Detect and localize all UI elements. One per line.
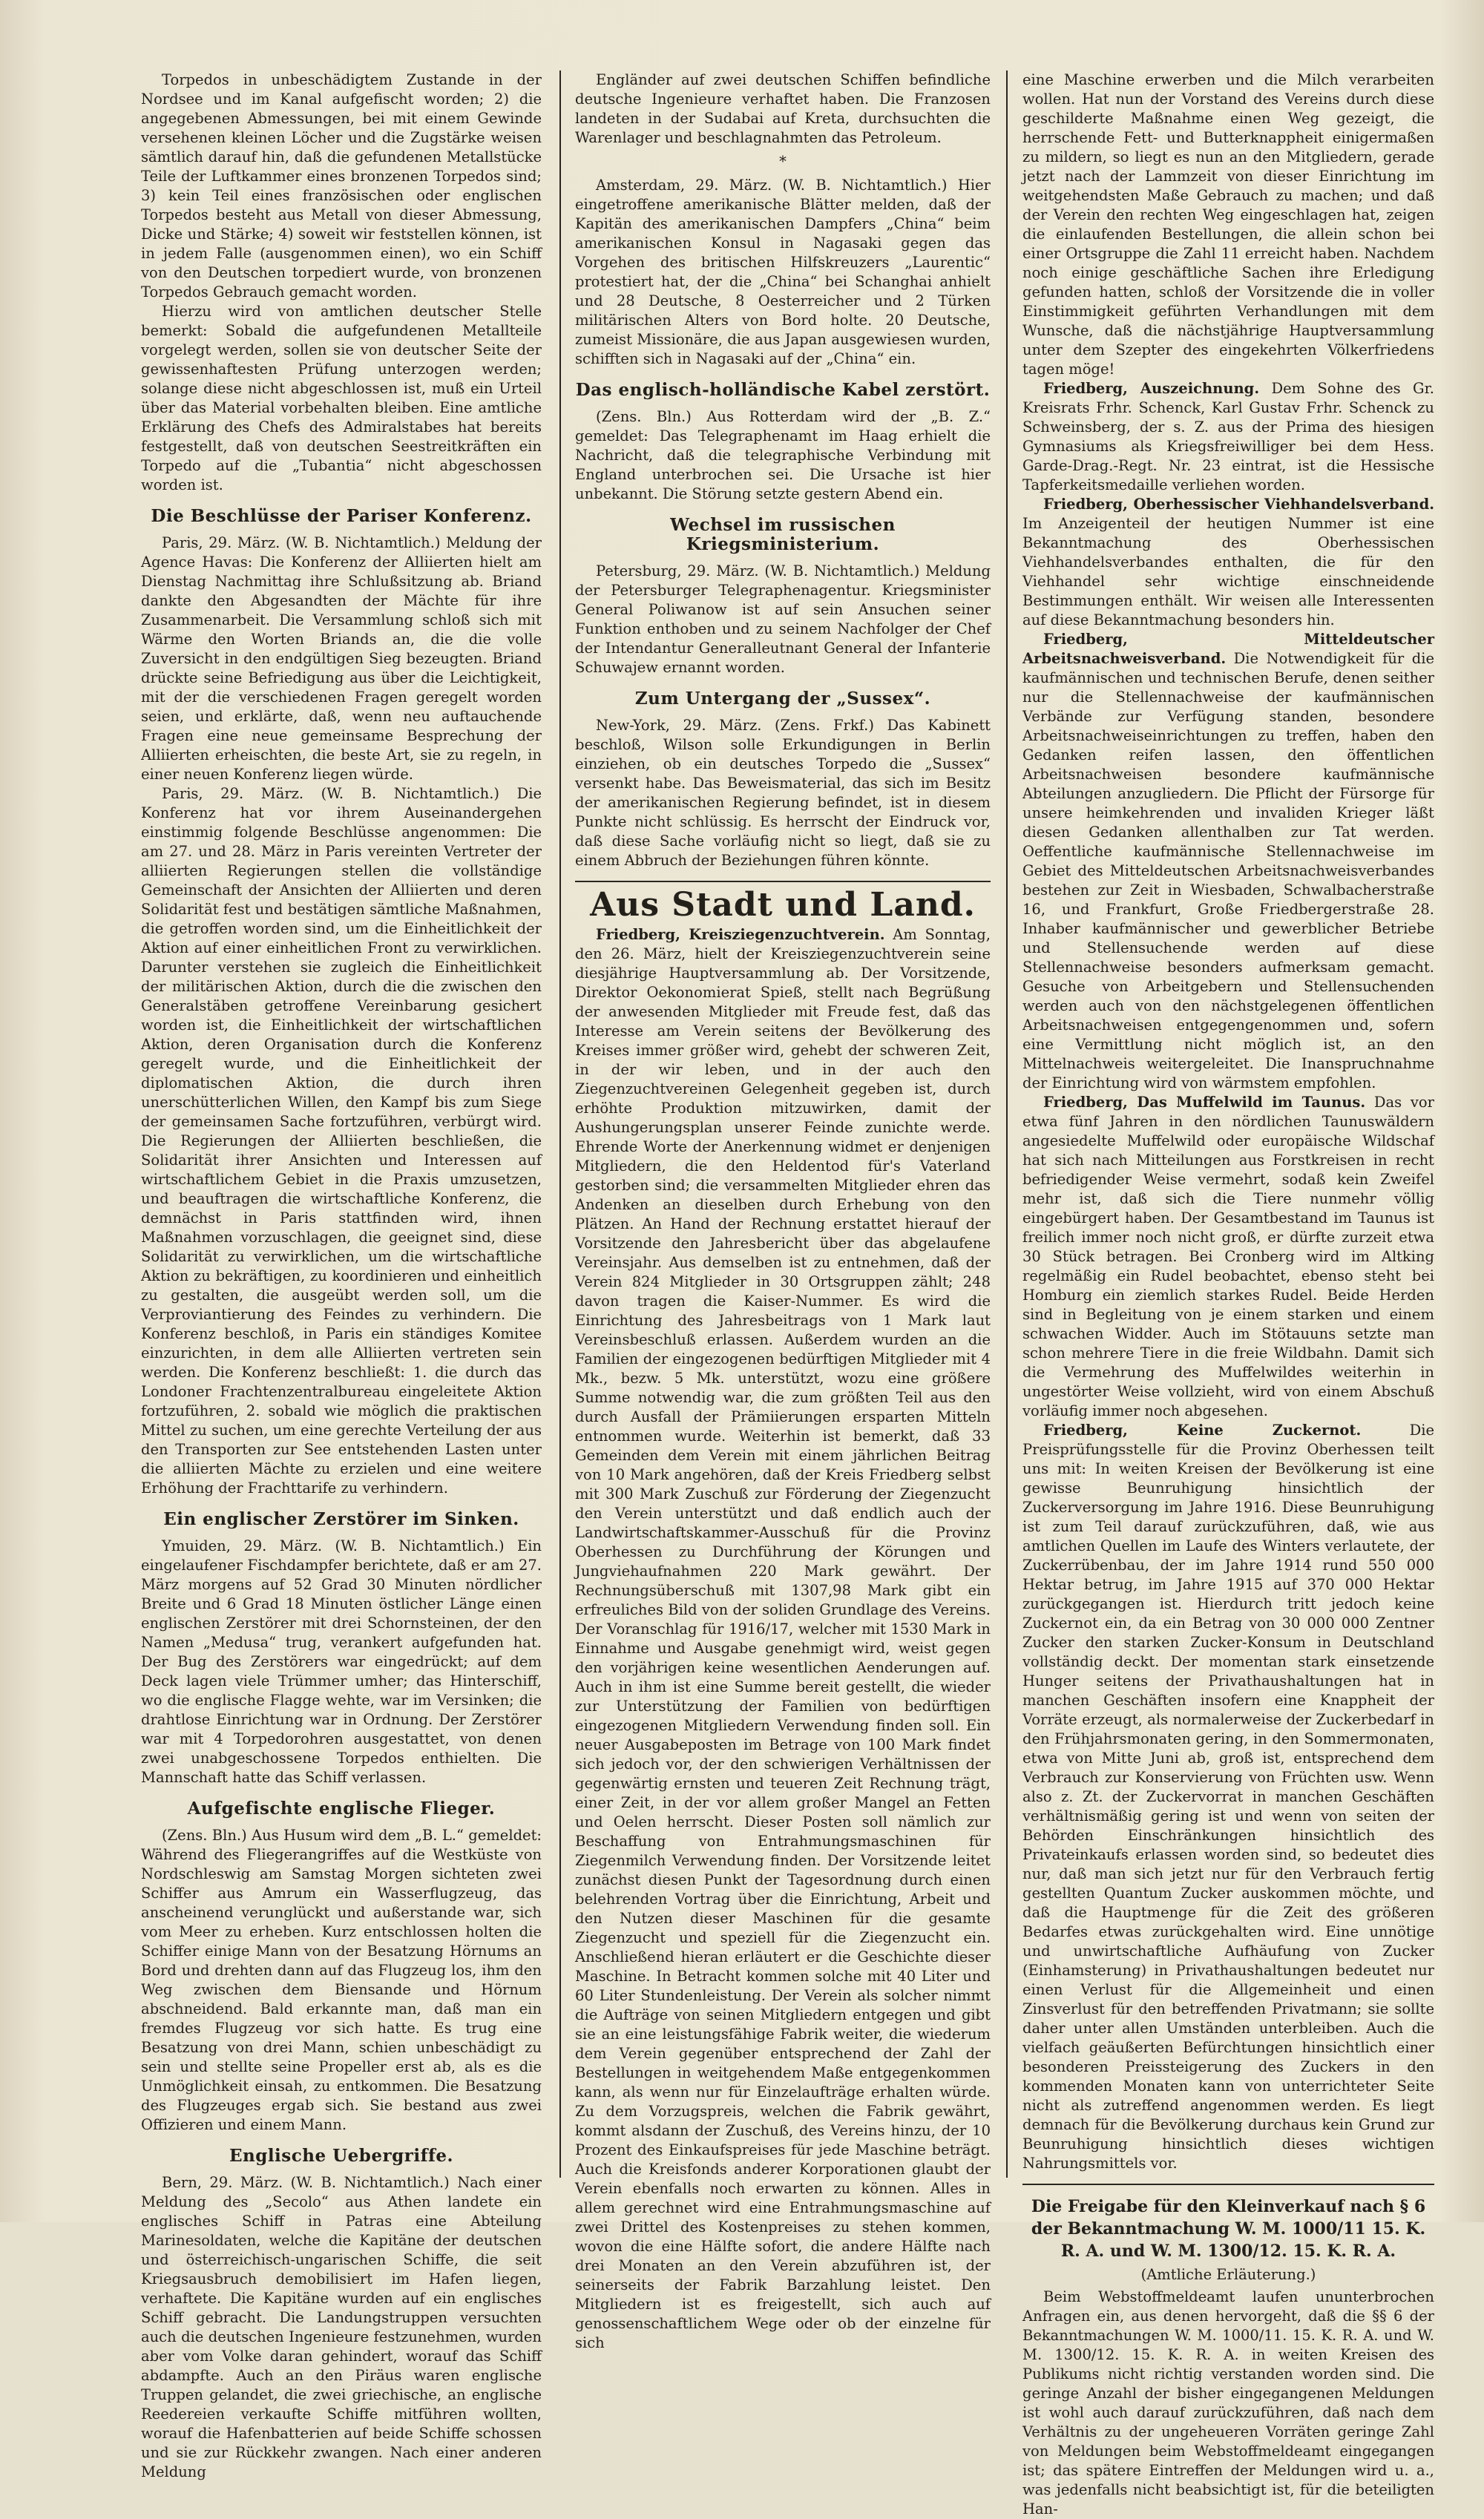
local-heading: Friedberg, Keine Zuckernot. xyxy=(1043,1422,1362,1439)
local-text: Das vor etwa fünf Jahren in den nördlichen Taunuswäldern angesiedelte Muffelwild oder europäische Wildschaf hat sich nach Mitteilungen aus Forstkreisen in recht befriedigender Weise vermehrt, sodaß kein Zweifel mehr ist, daß sich die Tiere nunmehr völlig eingebürgert haben. Der Gesamtbestand im Taunus ist freilich immer noch nicht groß, er dürfte zurzeit etwa 30 Stück betragen. Bei Cronberg wird im Altking regelmäßig ein Rudel beobachtet, ebenso steht bei Homburg ein ziemlich starkes Rudel. Beide Herden sind in Begleitung von je einem starken und einem schwachen Widder. Auch im Stötauuns setzte man schon mehrere Tiere in die freie Wildbahn. Damit sich die Vermehrung des Muffelwildes weiterhin in ungestörter Weise vollzieht, wird von einem Abschuß vorläufig immer noch abgesehen. xyxy=(1022,1094,1434,1419)
local-heading: Friedberg, Oberhessischer Viehhandelsverband. xyxy=(1043,496,1434,513)
section-rule xyxy=(1022,2184,1434,2185)
local-text: Dem Sohne des Gr. Kreisrats Frhr. Schenck, Karl Gustav Frhr. Schenck zu Schweinsberg, der s. Z. aus der Prima des hiesigen Gymnasiums als Kriegsfreiwilliger bei dem Hess. Garde-Drag.-Regt. Nr. 23 eintrat, ist die Hessische Tapferkeitsmedaille verliehen worden. xyxy=(1022,380,1434,493)
article-paragraph: eine Maschine erwerben und die Milch verarbeiten wollen. Hat nun der Vorstand des Vereins durch diese geschilderte Maßnahme einen Weg gezeigt, die herrschende Fett- und Butterknappheit einigermaßen zu mildern, so liegt es nun an den Mitgliedern, gerade jetzt nach der Lammzeit von dieser Einrichtung im weitgehendsten Maße Gebrauch zu machen; und daß der Verein den rechten Weg eingeschlagen hat, zeigen die einlaufenden Bestellungen, die allein schon bei einer Ortsgruppe die Zahl 11 erreicht haben. Nachdem noch einige geschäftliche Sachen ihre Erledigung gefunden hatten, schloß der Vorsitzende die in voller Einstimmigkeit geführten Verhandlungen mit dem Wunsche, daß die nächstjährige Hauptversammlung unter dem Szepter des eingekehrten Völkerfriedens tagen möge! xyxy=(1022,71,1434,378)
local-heading: Friedberg, Das Muffelwild im Taunus. xyxy=(1043,1094,1366,1111)
local-text: Am Sonntag, den 26. März, hielt der Kreisziegenzuchtverein seine diesjährige Hauptversammlung ab. Der Vorsitzende, Direktor Oekonomierat Spieß, stellt nach Begrüßung der anwesenden Mitglieder mit Freude fest, daß das Interesse am Verein seitens der Bevölkerung des Kreises immer größer wird, gehebt der schweren Zeit, in der wir leben, und in der auch den Ziegenzuchtvereinen Gelegenheit gegeben ist, durch erhöhte Produktion mitzuwirken, damit der Aushungerungsplan unserer Feinde zunichte werde. Ehrende Worte der Anerkennung widmet er denjenigen Mitgliedern, die den Heldentod für's Vaterland gestorben sind; die versammelten Mitglieder ehren das Andenken an dieselben durch Erhebung von den Plätzen. An Hand der Rechnung erstattet hierauf der Vorsitzende den Jahresbericht über das abgelaufene Vereinsjahr. Aus demselben ist zu entnehmen, daß der Verein 824 Mitglieder in 30 Ortsgruppen zählt; 248 davon tragen die Kaiser-Nummer. Es wird die Einrichtung des Jahresbeitrags von 1 Mark laut Vereinsbeschluß erlassen. Außerdem wurden an die Familien der eingezogenen bedürftigen Mitglieder mit 4 Mk., bezw. 5 Mk. unterstützt, wozu eine größere Summe notwendig war, die zum größten Teil aus den durch Ausfall der Prämiierungen ersparten Mitteln entnommen wurde. Weiterhin ist bemerkt, daß 33 Gemeinden dem Verein mit einem jährlichen Beitrag von 10 Mark angehören, daß der Kreis Friedberg selbst mit 300 Mark Zuschuß zur Förderung der Ziegenzucht den Verein unterstützt und daß endlich auch der Landwirtschaftskammer-Ausschuß für die Provinz Oberhessen zu Durchführung der Körungen und Jungviehaufnahmen 220 Mark gewährt. Der Rechnungsüberschuß mit 1307,98 Mark gibt ein erfreuliches Bild von der soliden Grundlage des Vereins. Der Voranschlag für 1916/17, welcher mit 1530 Mark in Einnahme und Ausgabe genehmigt wird, weist gegen den vorjährigen keine wesentlichen Aenderungen auf. Auch in ihm ist eine Summe bereit gestellt, die wieder zur Unterstützung der Familien von bedürftigen eingezogenen Mitgliedern Verwendung finden soll. Ein neuer Ausgabeposten im Betrage von 100 Mark findet sich jedoch vor, der den schwierigen Verhältnissen der gegenwärtig ernsten und teueren Zeit Rechnung trägt, einer Zeit, in der vor allem großer Mangel an Fetten und Oelen herrscht. Dieser Posten soll nämlich zur Beschaffung von Entrahmungsmaschinen für Ziegenmilch Verwendung finden. Der Vorsitzende leitet zunächst diesen Punkt der Tagesordnung durch einen belehrenden Vortrag über die Einrichtung, Arbeit und den Nutzen dieser Maschinen für die gesamte Ziegenzucht und speziell für die Ziegenzucht ein. Anschließend hieran erläutert er die Geschichte dieser Maschine. In Betracht kommen solche mit 40 Liter und 60 Liter Stundenleistung. Der Verein als solcher nimmt die Aufträge von seinen Mitgliedern entgegen und gibt sie an eine leistungsfähige Fabrik weiter, die wiederum dem Verein gegenüber entsprechend der Zahl der Bestellungen in weitgehendem Maße entgegenkommen kann, als wenn nur für Einzelaufträge erhalten würde. Zu dem Vorzugspreis, welchen die Fabrik gewährt, kommt alsdann der Zuschuß, des Vereins hinzu, der 10 Prozent des Einkaufspreises für jede Maschine beträgt. Auch die Kreisfonds anderer Korporationen glaubt der Verein ebenfalls noch erwarten zu können. Alles in allem gerechnet wird eine Entrahmungsmaschine auf zwei Drittel des Kostenpreises zu stehen kommen, wovon die eine Hälfte sofort, die andere Hälfte nach drei Monaten an den Verein abzuführen ist, der seinerseits der Fabrik Barzahlung leistet. Den Mitgliedern ist es freigestellt, sich auch auf genossenschaftlichem Wege oder ob der einzelne für sich xyxy=(575,926,991,2351)
article-paragraph xyxy=(575,925,991,2353)
headline: Zum Untergang der „Sussex“. xyxy=(634,689,931,709)
headline: Wechsel im russischen Kriegsministerium. xyxy=(670,515,896,554)
local-heading: Friedberg, Mitteldeutscher Arbeitsnachweisverband. xyxy=(1022,631,1434,667)
local-text: Die Notwendigkeit für die kaufmännischen und technischen Berufe, denen seither nur die Stellennachweise der kaufmännischen Verbände zur Verfügung standen, besondere Arbeitsnachweiseinrichtungen zu treffen, haben den Gedanken reifen lassen, den öffentlichen Arbeitsnachweisen besondere kaufmännische Abteilungen anzugliedern. Die Pflicht der Fürsorge für unsere heimkehrenden und invaliden Krieger läßt diesen Gedanken allenthalben zur Tat werden. Oeffentliche kaufmännische Stellennachweise im Gebiet des Mitteldeutschen Arbeitsnachweisverbandes bestehen zur Zeit in Wiesbaden, Schwalbacherstraße 16, und Frankfurt, Große Friedbergerstraße 28. Inhaber kaufmännischer und gewerblicher Betriebe und Stellensuchende werden auf diese Stellennachweise besonders aufmerksam gemacht. Gesuche von Arbeitgebern und Stellensuchenden werden auch von den nächstgelegenen öffentlichen Arbeitsnachweisen entgegengenommen und, sofern eine Vermittlung nicht möglich ist, an den Mittelnachweis weitergeleitet. Die Inanspruchnahme der Einrichtung wird von wärmstem empfohlen. xyxy=(1022,650,1434,1091)
headline: Englische Uebergriffe. xyxy=(229,2146,453,2166)
article-paragraph: Torpedos in unbeschädigtem Zustande in der Nordsee und im Kanal aufgefischt worden; 2) die angegebenen Abmessungen, bei mit einem Gewinde versehenen kleinen Löcher und die Zugstärke weisen sämtlich darauf hin, daß die gefundenen Metallstücke Teile der Luftkammer eines bronzenen Torpedos sind; 3) kein Teil eines französischen oder englischen Torpedos besteht aus Metall von dieser Abmessung, Dicke und Stärke; 4) soweit wir feststellen können, ist in jedem Falle (ausgenommen einen), wo ein Schiff von den Deutschen torpediert wurde, von bronzenen Torpedos Gebrauch gemacht worden. xyxy=(141,71,542,300)
column-2 xyxy=(575,70,991,2351)
local-text: Im Anzeigenteil der heutigen Nummer ist eine Bekanntmachung des Oberhessischen Viehhandelsverbandes enthalten, die für den Viehhandel sehr wichtige einschneidende Bestimmungen enthält. Wir weisen alle Interessenten auf diese Bekanntmachung besonders hin. xyxy=(1022,515,1434,628)
article-paragraph: Engländer auf zwei deutschen Schiffen befindliche deutsche Ingenieure verhaftet haben. Die Franzosen landeten in der Sudabai auf Kreta, durchsuchten die Warenlager und beschlagnahmten das Petroleum. xyxy=(575,71,991,146)
article-paragraph: New-York, 29. März. (Zens. Frkf.) Das Kabinett beschloß, Wilson solle Erkundigungen in Berlin einziehen, ob ein deutsches Torpedo die „Sussex“ versenkt habe. Das Beweismaterial, das sich im Besitz der amerikanischen Regierung befindet, ist in diesem Punkte nicht schlüssig. Es herrscht der Eindruck vor, daß diese Sache vorläufig nicht so liegt, daß sie zu einem Abbruch der Beziehungen führen könnte. xyxy=(575,717,991,869)
headline: Aufgefischte englische Flieger. xyxy=(187,1799,496,1819)
separator-star: * xyxy=(779,153,787,170)
section-title: Aus Stadt und Land. xyxy=(590,886,976,924)
article-paragraph: (Zens. Bln.) Aus Rotterdam wird der „B. Z.“ gemeldet: Das Telegraphenamt im Haag erhielt die Nachricht, daß die telegraphische Verbindung mit England unterbrochen sei. Die Ursache ist hier unbekannt. Die Störung setzte gestern Abend ein. xyxy=(575,408,991,502)
headline: Die Beschlüsse der Pariser Konferenz. xyxy=(151,506,532,526)
article-paragraph: (Zens. Bln.) Aus Husum wird dem „B. L.“ gemeldet: Während des Fliegerangriffes auf die Westküste von Nordschleswig am Samstag Morgen sichteten zwei Schiffer aus Amrum ein Wasserflugzeug, das anscheinend verunglückt und außerstande war, sich vom Meer zu erheben. Kurz entschlossen holten die Schiffer einige Mann von der Besatzung Hörnums an Bord und drehten dann auf das Flugzeug los, ihm den Weg zwischen dem Biensande und Hörnum abschneidend. Bald erkannte man, daß man ein fremdes Flugzeug vor sich hatte. Es trug eine Besatzung von drei Mann, schien unbeschädigt zu sein und stellte seine Propeller erst ab, als es die Unmöglichkeit einsah, zu entkommen. Die Besatzung des Flugzeuges ergab sich. Sie bestand aus zwei Offizieren und einem Mann. xyxy=(141,1827,542,2133)
local-text: Die Preisprüfungsstelle für die Provinz Oberhessen teilt uns mit: In weiten Kreisen der Bevölkerung ist eine gewisse Beunruhigung hinsichtlich der Zuckerversorgung im Jahre 1916. Diese Beunruhigung ist zum Teil darauf zurückzuführen, daß, wie aus amtlichen Quellen im Laufe des Winters verlautete, der Zuckerrübenbau, der im Jahre 1914 rund 550 000 Hektar betrug, im Jahre 1915 auf 370 000 Hektar zurückgegangen ist. Hierdurch tritt jedoch keine Zuckernot ein, da ein Betrag von 30 000 000 Zentner Zucker den starken Zucker-Konsum in Deutschland vollständig deckt. Der momentan stark einsetzende Hunger seitens der Privathaushaltungen hat in manchen Geschäften insofern eine Knappheit der Vorräte erzeugt, als normalerweise der Zuckerbedarf in den Frühjahrsmonaten gering, in den Sommermonaten, etwa von Mitte Juni ab, groß ist, entsprechend dem Verbrauch zur Konservierung von Früchten usw. Wenn also z. Zt. der Zuckervorrat in manchen Geschäften verhältnismäßig gering ist und wenn von seiten der Behörden Einschränkungen hinsichtlich des Privateinkaufs erlassen worden sind, so bedeutet dies nur, daß man sich jetzt nur für den Verbrauch fertig gestellten Quantum Zucker auskommen möchte, und daß die Hauptmenge für die Zeit des größeren Bedarfes etwas zurückgehalten wird. Eine unnötige und unwirtschaftliche Aufhäufung von Zucker (Einhamsterung) in Privathaushaltungen bedeutet nur einen Verlust für die Allgemeinheit und einen Zinsverlust für den betreffenden Privatmann; sie sollte daher unter allen Umständen unterbleiben. Auch die vielfach geäußerten Befürchtungen hinsichtlich einer besonderen Preissteigerung des Zuckers in den kommenden Monaten kann von unterrichteter Seite nicht als zutreffend angenommen werden. Es liegt demnach für die Bevölkerung durchaus kein Grund zur Beunruhigung hinsichtlich dieses wichtigen Nahrungsmittels vor. xyxy=(1022,1422,1434,2172)
article-paragraph: Bern, 29. März. (W. B. Nichtamtlich.) Nach einer Meldung des „Secolo“ aus Athen landete ein englisches Schiff in Patras eine Abteilung Marinesoldaten, welche die Kapitäne der deutschen und österreichisch-ungarischen Schiffe, die seit Kriegsausbruch demobilisiert im Hafen liegen, verhaftete. Die Kapitäne wurden auf ein englisches Schiff gebracht. Die Landungstruppen versuchten auch die deutschen Ingenieure festzunehmen, wurden aber vom Volke daran gehindert, worauf das Schiff abdampfte. Auch an den Piräus waren englische Truppen gelandet, die zwei griechische, an englische Reedereien verkaufte Schiffe mitführen wollten, worauf die Hafenbatterien auf beide Schiffe schossen und sie zur Rückkehr zwangen. Nach einer anderen Meldung xyxy=(141,2174,542,2480)
article-paragraph: Paris, 29. März. (W. B. Nichtamtlich.) Die Konferenz hat vor ihrem Auseinandergehen einstimmig folgende Beschlüsse angenommen: Die am 27. und 28. März in Paris vereinten Vertreter der alliierten Regierungen stellen die vollständige Gemeinschaft der Ansichten der Alliierten und deren Solidarität fest und bestätigen sämtliche Maßnahmen, die getroffen worden sind, um die Einheitlichkeit der Aktion auf einer einheitlichen Front zu verwirklichen. Darunter verstehen sie zugleich die Einheitlichkeit der militärischen Aktion, durch die die zwischen den Generalstäben getroffene Vereinbarung gesichert worden ist, die Einheitlichkeit der wirtschaftlichen Aktion, deren Organisation durch die Konferenz geregelt wurde, und die Einheitlichkeit der diplomatischen Aktion, die durch ihren unerschütterlichen Willen, den Kampf bis zum Siege der gemeinsamen Sache fortzuführen, verbürgt wird. Die Regierungen der Alliierten beschließen, die Solidarität ihrer Ansichten und Interessen auf wirtschaftlichem Gebiet in die Praxis umzusetzen, und beauftragen die wirtschaftliche Konferenz, die demnächst in Paris stattfinden wird, ihnen Maßnahmen vorzuschlagen, die geeignet sind, diese Solidarität zu verwirklichen, um die wirtschaftliche Aktion zu bekräftigen, zu koordinieren und einheitlich zu gestalten, die ausgeübt werden soll, um die Verproviantierung des Feindes zu verhindern. Die Konferenz beschloß, in Paris ein ständiges Komitee einzurichten, in dem alle Alliierten vertreten sein werden. Die Konferenz beschließt: 1. die durch das Londoner Frachtenzentralbureau eingeleitete Aktion fortzuführen, 2. sobald wie möglich die praktischen Mittel zu suchen, um eine gerechte Verteilung der aus den Transporten zur See entstehenden Lasten unter die alliierten Mächte zu erzielen und eine weitere Erhöhung der Frachttarife zu verhindern. xyxy=(141,785,542,1497)
article-paragraph xyxy=(1022,630,1434,1093)
article-paragraph: Paris, 29. März. (W. B. Nichtamtlich.) Meldung der Agence Havas: Die Konferenz der Alliierten hielt am Dienstag Nachmittag ihre Schlußsitzung ab. Briand dankte den Abgesandten der Mächte für ihre Zusammenarbeit. Die Versammlung schloß sich mit Wärme den Worten Briands an, die die volle Zuversicht in den endgültigen Sieg bezeugten. Briand drückte seine Befriedigung aus über die Leichtigkeit, mit der die verschiedenen Fragen geregelt worden seien, und erklärte, daß, wenn neu auftauchende Fragen eine neue gemeinsame Besprechung der Alliierten erheischten, die beste Art, sie zu regeln, in einer neuen Konferenz liegen würde. xyxy=(141,534,542,783)
article-paragraph xyxy=(1022,1421,1434,2173)
article-paragraph: Hierzu wird von amtlichen deutscher Stelle bemerkt: Sobald die aufgefundenen Metallteile vorgelegt werden, sollen sie von deutscher Seite der gewissenhaftesten Prüfung unterzogen werden; solange diese nicht abgeschlossen ist, muß ein Urteil über das Material vorbehalten bleiben. Eine amtliche Erklärung des Chefs des Admiralstabes hat bereits festgestellt, daß von deutschen Seestreitkräften ein Torpedo auf die „Tubantia“ nicht abgeschossen worden ist. xyxy=(141,303,542,493)
article-paragraph: Ymuiden, 29. März. (W. B. Nichtamtlich.) Ein eingelaufener Fischdampfer berichtete, daß er am 27. März morgens auf 52 Grad 30 Minuten nördlicher Breite und 6 Grad 18 Minuten östlicher Länge einen englischen Zerstörer mit drei Schornsteinen, der den Namen „Medusa“ trug, verankert aufgefunden hat. Der Bug des Zerstörers war eingedrückt; auf dem Deck lagen viele Trümmer umher; das Hinterschiff, wo die englische Flagge wehte, war im Versinken; die drahtlose Einrichtung war in Ordnung. Der Zerstörer war mit 4 Torpedorohren ausgestattet, von denen zwei unabgeschossene Torpedos enthielten. Die Mannschaft hatte das Schiff verlassen. xyxy=(141,1537,542,1786)
article-paragraph xyxy=(1022,495,1434,630)
notice-subtitle: (Amtliche Erläuterung.) xyxy=(1140,2266,1316,2283)
local-heading: Friedberg, Kreisziegenzuchtverein. xyxy=(596,926,885,943)
column-3 xyxy=(1022,70,1434,2518)
headline: Ein englischer Zerstörer im Sinken. xyxy=(163,1509,519,1529)
local-heading: Friedberg, Auszeichnung. xyxy=(1043,380,1260,397)
column-rule xyxy=(559,70,561,2178)
column-1 xyxy=(141,70,542,2480)
column-rule xyxy=(1006,70,1008,2178)
headline: Das englisch-holländische Kabel zerstört. xyxy=(575,380,991,400)
article-paragraph: Beim Webstoffmeldeamt laufen ununterbrochen Anfragen ein, aus denen hervorgeht, daß die §§ 6 der Bekanntmachungen W. M. 1000/11. 15. K. R. A. und W. M. 1300/12. 15. K. R. A. in weiten Kreisen des Publikums nicht richtig verstanden worden sind. Die geringe Anzahl der bisher eingegangenen Meldungen ist wohl auch darauf zurückzuführen, daß nach dem Verhältnis zu der ungeheueren Vorräten geringe Zahl von Meldungen beim Webstoffmeldeamt eingegangen ist; das spätere Eintreffen der Meldungen wird u. a., was jedenfalls nicht beabsichtigt ist, für die beteiligten Han- xyxy=(1022,2288,1434,2518)
article-paragraph xyxy=(1022,379,1434,495)
article-paragraph xyxy=(1022,1093,1434,1421)
article-paragraph: Petersburg, 29. März. (W. B. Nichtamtlich.) Meldung der Petersburger Telegraphenagentur. Kriegsminister General Poliwanow ist auf sein Ansuchen seiner Funktion enthoben und zu seinem Nachfolger der Chef der Intendantur Generalleutnant General der Infanterie Schuwajew ernannt worden. xyxy=(575,562,991,676)
article-paragraph: Amsterdam, 29. März. (W. B. Nichtamtlich.) Hier eingetroffene amerikanische Blätter melden, daß der Kapitän des amerikanischen Dampfers „China“ beim amerikanischen Konsul in Nagasaki gegen das Vorgehen des britischen Hilfskreuzers „Laurentic“ protestiert hat, der die „China“ bei Schanghai anhielt und 28 Deutsche, 8 Oesterreicher und 2 Türken militärischen Alters von Bord holte. 20 Deutsche, zumeist Missionäre, die aus Japan ausgewiesen wurden, schifften sich in Nagasaki auf der „China“ ein. xyxy=(575,177,991,367)
notice-title: Die Freigabe für den Kleinverkauf nach § 6 der Bekanntmachung W. M. 1000/11 15. K. R. A. und W. M. 1300/12. 15. K. R. A. xyxy=(1031,2197,1426,2261)
section-rule xyxy=(575,881,991,882)
